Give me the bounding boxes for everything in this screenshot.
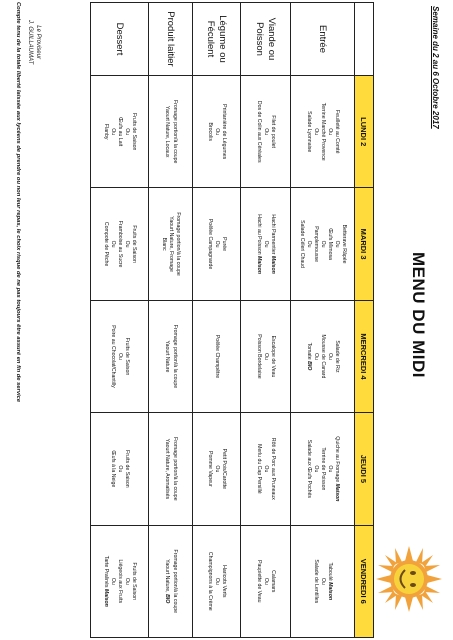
dish-text: Yaourt Nature, Aromatisés <box>164 438 171 500</box>
day-header: MARDI 3 <box>355 188 374 300</box>
dish-text: Compote de Pêche <box>102 221 109 267</box>
dish-cell <box>193 188 241 300</box>
dish-line <box>116 303 123 410</box>
dish-tag: Maison <box>102 588 109 607</box>
dish-line <box>171 78 178 185</box>
category-label: Dessert <box>91 3 149 76</box>
week-label: Semaine du 2 au 6 Octobre 2017 <box>431 6 440 129</box>
dish-line <box>171 303 178 410</box>
service-note: Compte tenu de la totale liberté laissée aux lycéens de prendre ou non leur repas, le choix risque de ne pas toujours être assuré en fin de service <box>15 2 21 403</box>
day-header: LUNDI 2 <box>355 76 374 188</box>
dish-text: Yaourt Nature, <box>164 559 171 595</box>
dish-cell <box>241 188 291 300</box>
dish-line <box>326 303 333 410</box>
dish-text: Ou <box>124 577 131 585</box>
dish-text: Yaourt Nature, Locaux <box>164 105 171 158</box>
dish-text: Œufs au Lait <box>117 117 124 147</box>
dish-line <box>262 78 269 185</box>
dish-text: Fromage portion/à la coupe <box>171 549 178 613</box>
dish-cell <box>149 76 193 188</box>
corner-cell <box>355 3 374 76</box>
dish-line <box>220 528 227 635</box>
dish-line <box>262 528 269 635</box>
dish-text: Ou <box>263 465 270 473</box>
dish-line <box>319 78 326 185</box>
dish-line <box>163 303 170 410</box>
dish-cell <box>193 300 241 412</box>
day-header-row <box>355 3 374 638</box>
dish-text: Ou <box>214 465 221 473</box>
dish-cell <box>91 76 149 188</box>
dish-text: Fruits de Saison <box>124 337 131 376</box>
dish-text: Feuilleté au Comté <box>334 109 341 154</box>
dish-line <box>262 303 269 410</box>
dish-cell <box>193 525 241 637</box>
dish-text: Calamars <box>270 570 277 593</box>
dish-line <box>333 78 340 185</box>
dish-text: Tomate <box>305 342 312 362</box>
dish-line <box>123 78 130 185</box>
day-header: MERCREDI 4 <box>355 300 374 412</box>
dish-text: Purée <box>221 237 228 251</box>
dish-cell <box>91 413 149 525</box>
day-header: JEUDI 5 <box>355 413 374 525</box>
dish-line <box>206 415 213 522</box>
dish-line <box>167 190 174 297</box>
dish-text: Ou <box>124 240 131 248</box>
dish-line <box>312 415 319 522</box>
dish-cell <box>241 300 291 412</box>
dish-line <box>109 303 116 410</box>
dish-tag: Maison <box>256 256 262 274</box>
menu-body <box>91 3 355 638</box>
dish-text: Filet de poulet <box>270 115 277 148</box>
dish-line <box>116 190 123 297</box>
dish-text: Ou <box>327 353 334 360</box>
dish-text: Ou <box>110 240 116 248</box>
dish-line <box>220 78 227 185</box>
dish-line <box>319 190 326 297</box>
dish-line <box>269 528 276 635</box>
dish-text: Ou <box>263 128 270 136</box>
dish-line <box>312 190 319 297</box>
dish-line <box>326 78 333 185</box>
dish-cell <box>241 525 291 637</box>
dish-tag: BIO <box>164 594 171 604</box>
dish-text: Œufs à la Neige <box>110 450 116 488</box>
dish-line <box>206 78 213 185</box>
dish-text: Ou <box>117 353 124 360</box>
menu-table <box>90 2 374 638</box>
dish-text: Salade de Riz <box>334 340 341 373</box>
dish-line <box>312 528 319 635</box>
dish-text: Blanc <box>161 237 167 251</box>
dish-text: Fromage portion/à la coupe <box>171 324 178 389</box>
dish-line <box>319 415 326 522</box>
dish-line <box>171 528 178 635</box>
dish-line <box>220 190 227 297</box>
dish-text: Ou <box>214 577 221 585</box>
dish-line <box>269 190 276 297</box>
dish-line <box>262 415 269 522</box>
dish-cell <box>193 413 241 525</box>
dish-line <box>319 303 326 410</box>
dish-text: Brocolis <box>207 122 213 141</box>
dish-text: Salade Lyonnaise <box>305 111 312 153</box>
dish-text: Ou <box>110 577 116 585</box>
dish-line <box>163 78 170 185</box>
dish-cell <box>241 76 291 188</box>
dish-text: Quiche au Fromage <box>334 436 341 484</box>
dish-cell <box>149 188 193 300</box>
dish-line <box>213 528 220 635</box>
dish-line <box>333 303 340 410</box>
dish-line <box>326 190 333 297</box>
dish-text: Flanby <box>102 123 109 140</box>
dish-line <box>269 78 276 185</box>
dish-text: Fruits de Saison <box>124 450 131 488</box>
dish-text: Salade Céleri Chaud <box>298 220 305 269</box>
dish-line <box>319 528 326 635</box>
dish-line <box>116 415 123 522</box>
dish-text: Hachi au Poisson <box>256 214 262 257</box>
dish-text: Paupiette de Veau <box>256 560 262 603</box>
dish-text: Printanière de Légumes <box>221 104 228 160</box>
dish-text: Ou <box>313 353 319 360</box>
dish-text: Ou <box>263 353 270 360</box>
dish-line <box>102 528 109 635</box>
dish-line <box>312 303 319 410</box>
menu-row <box>149 3 193 638</box>
dish-text: Hachi Parmentier <box>270 214 277 256</box>
dish-line <box>255 303 262 410</box>
dish-line <box>326 415 333 522</box>
dish-line <box>255 528 262 635</box>
dish-text: Ou <box>214 128 221 136</box>
dish-cell <box>149 413 193 525</box>
dish-line <box>206 190 213 297</box>
page-title: MENU DU MIDI <box>409 252 428 378</box>
dish-tag: Maison <box>327 582 334 601</box>
dish-text: Ou <box>320 577 327 585</box>
dish-line <box>206 528 213 635</box>
dish-text: Fromage portion/à la coupe <box>171 99 178 164</box>
dish-line <box>174 190 181 297</box>
dish-cell <box>91 188 149 300</box>
dish-text: Merlu du Cap Persillé <box>256 444 262 494</box>
dish-tag: BIO <box>305 361 312 371</box>
dish-text: Betterave Râpée <box>341 224 348 264</box>
dish-text: Fromage portion/à la coupe <box>171 437 178 501</box>
dish-text: Fruits de Saison <box>131 112 138 151</box>
dish-cell <box>291 300 355 412</box>
dish-text: Ou <box>327 128 334 136</box>
dish-line <box>255 190 262 297</box>
dish-text: Yaourt Nature, Fromage <box>168 216 175 272</box>
menu-row <box>241 3 291 638</box>
sun-logo-icon <box>375 545 443 613</box>
dish-line <box>298 190 305 297</box>
dish-line <box>213 190 220 297</box>
dish-cell <box>193 76 241 188</box>
dish-line <box>123 303 130 410</box>
dish-text: Escalope de Veau <box>270 335 277 378</box>
category-label: Entrée <box>291 3 355 76</box>
dish-text: Ou <box>305 240 312 248</box>
dish-line <box>171 415 178 522</box>
dish-line <box>326 528 333 635</box>
dish-text: Salade aux Œufs Pochés <box>305 439 312 498</box>
dish-line <box>109 415 116 522</box>
dish-cell <box>291 188 355 300</box>
dish-line <box>305 78 312 185</box>
dish-tag: Maison <box>334 483 341 502</box>
dish-line <box>269 415 276 522</box>
dish-text: Fruits de Saison <box>131 562 138 601</box>
dish-text: Ou <box>327 465 334 473</box>
dish-text: Œufs Mimosa <box>327 228 334 260</box>
dish-line <box>130 528 137 635</box>
dish-text: Poisson Bordelaise <box>256 334 262 379</box>
dish-line <box>213 78 220 185</box>
dish-line <box>220 415 227 522</box>
dish-text: Liégeois aux Fruits <box>117 559 124 604</box>
dish-text: Ou <box>124 128 131 136</box>
category-label: Légume ou Féculent <box>193 3 241 76</box>
dish-line <box>213 415 220 522</box>
dish-line <box>109 190 116 297</box>
dish-cell <box>91 525 149 637</box>
dish-text: Yaourt Nature <box>164 340 171 373</box>
dish-text: Ou <box>214 240 221 248</box>
dish-text: Ou <box>313 465 319 473</box>
dish-text: Pamplemousse <box>313 226 319 262</box>
dish-tag: Maison <box>270 255 277 274</box>
dish-text: Fromage portion/à la coupe <box>175 212 182 276</box>
dish-text: Rôti de Porc aux Pruneaux <box>270 437 277 500</box>
menu-row <box>193 3 241 638</box>
dish-line <box>305 190 312 297</box>
dish-line <box>102 190 109 297</box>
dish-line <box>109 528 116 635</box>
dish-line <box>269 303 276 410</box>
dish-line <box>130 78 137 185</box>
signature-name: J. GUILLAUMAT <box>27 20 34 65</box>
dish-line <box>123 190 130 297</box>
dish-line <box>333 190 340 297</box>
dish-line <box>333 415 340 522</box>
dish-text: Petit Pois/Carotte <box>221 448 228 490</box>
signature-role: Le Proviseur <box>35 25 41 59</box>
dish-line <box>116 528 123 635</box>
dish-line <box>130 190 137 297</box>
dish-text: Ou <box>334 240 341 248</box>
dish-text: Fruits de Saison <box>131 225 138 263</box>
dish-cell <box>291 413 355 525</box>
dish-line <box>262 190 269 297</box>
dish-line <box>116 78 123 185</box>
menu-row <box>91 3 149 638</box>
dish-text: Framboise au Sucre <box>117 220 124 268</box>
dish-line <box>312 78 319 185</box>
dish-cell <box>149 300 193 412</box>
menu-row <box>291 3 355 638</box>
dish-line <box>255 78 262 185</box>
dish-text: Taboulé <box>327 562 334 583</box>
dish-cell <box>291 525 355 637</box>
dish-line <box>123 528 130 635</box>
day-header: VENDREDI 6 <box>355 525 374 637</box>
dish-text: Ou <box>110 128 116 136</box>
dish-line <box>163 528 170 635</box>
dish-text: Poire au Chocolat/Chantilly <box>110 325 116 388</box>
category-label: Produit laitier <box>149 3 193 76</box>
dish-cell <box>149 525 193 637</box>
dish-text: Haricots Verts <box>221 565 228 598</box>
dish-line <box>123 415 130 522</box>
dish-text: Tarte Pralinés <box>102 555 109 589</box>
dish-text: Mousse de Canard <box>320 334 327 379</box>
dish-text: Poêlée Champêtre <box>214 334 221 379</box>
dish-line <box>340 190 347 297</box>
dish-cell <box>291 76 355 188</box>
dish-line <box>109 78 116 185</box>
dish-text: Ou <box>320 240 327 248</box>
dish-line <box>160 190 167 297</box>
dish-line <box>102 78 109 185</box>
dish-text: Ou <box>263 577 270 585</box>
dish-text: Ou <box>313 128 319 136</box>
dish-text: Pomme Vapeur <box>207 451 213 487</box>
signature <box>25 20 41 64</box>
dish-line <box>255 415 262 522</box>
dish-text: Champignons à la Crème <box>207 551 213 611</box>
dish-line <box>213 303 220 410</box>
dish-cell <box>241 413 291 525</box>
dish-text: Dos de Colin aux Céréales <box>256 100 262 163</box>
dish-cell <box>91 300 149 412</box>
dish-text: Poêlée Campagnarde <box>207 218 213 270</box>
dish-text: Salade de Lentilles <box>313 559 319 604</box>
dish-line <box>163 415 170 522</box>
category-label: Viande ou Poisson <box>241 3 291 76</box>
dish-text: Terrine de Poisson <box>320 447 327 491</box>
dish-text: Ou <box>117 465 124 473</box>
dish-text: Ou <box>263 240 270 248</box>
dish-text: Terrine Marché Provence <box>320 102 327 161</box>
dish-line <box>305 303 312 410</box>
dish-line <box>305 415 312 522</box>
